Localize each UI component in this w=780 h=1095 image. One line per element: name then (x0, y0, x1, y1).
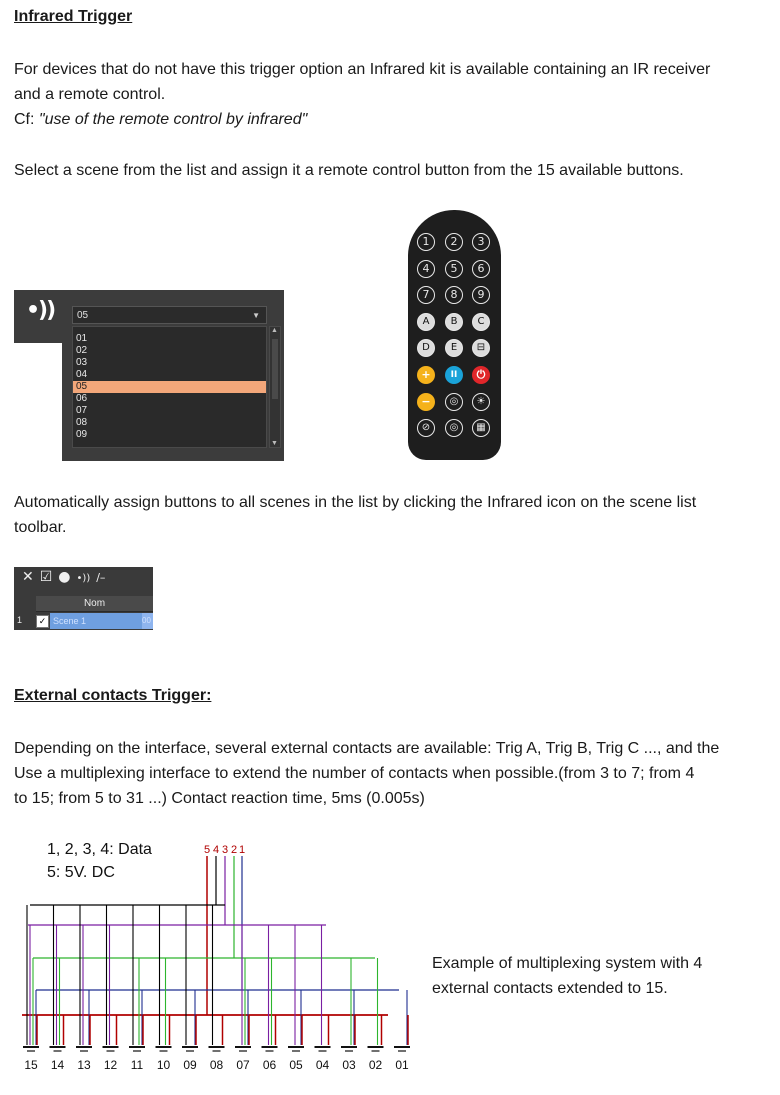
remote-color-off-button[interactable]: ⊘ (417, 419, 435, 437)
remote-button-b[interactable]: B (445, 313, 463, 331)
contact-label: 07 (236, 1058, 250, 1072)
infrared-icon[interactable]: •)) (76, 573, 91, 584)
close-icon[interactable]: ✕ (22, 569, 34, 585)
scene-option[interactable]: 06 (76, 393, 88, 404)
checkbox-icon[interactable]: ☑ (39, 569, 53, 585)
contact-label: 03 (342, 1058, 356, 1072)
contact-label: 02 (368, 1058, 383, 1072)
remote-button-strobe[interactable]: ⊟ (472, 339, 490, 357)
remote-button-c[interactable]: C (472, 313, 490, 331)
diagram-caption-line1: Example of multiplexing system with 4 (432, 955, 703, 972)
remote-brightness-button[interactable]: ☀ (472, 393, 490, 411)
trailing-cell: 00 (142, 613, 153, 629)
scene-option[interactable]: 09 (76, 429, 88, 440)
contact-label: 11 (130, 1058, 144, 1072)
scene-option-list (72, 326, 267, 448)
contact-label: 12 (103, 1058, 118, 1072)
contact-label: 01 (395, 1058, 409, 1072)
remote-film-button[interactable]: ▦ (472, 419, 490, 437)
contact-label: 06 (262, 1058, 277, 1072)
external-para-line2: Use a multiplexing interface to extend the number of contacts when possible.(from 3 to 7; from 4 (14, 765, 695, 782)
external-heading: External contacts Trigger: (14, 687, 212, 704)
contact-label: 09 (183, 1058, 197, 1072)
pin-label: 5 (203, 844, 211, 856)
legend-data: 1, 2, 3, 4: Data (47, 841, 152, 858)
remote-button-d[interactable]: D (417, 339, 435, 357)
contact-label: 14 (50, 1058, 65, 1072)
remote-button-6[interactable]: 6 (472, 260, 490, 278)
scene-select-value: 05 (77, 310, 89, 321)
record-icon[interactable]: ● (58, 569, 71, 585)
remote-button-5[interactable]: 5 (445, 260, 463, 278)
remote-button-4[interactable]: 4 (417, 260, 435, 278)
scene-list-toolbar-screenshot (14, 567, 153, 630)
contact-label: 13 (77, 1058, 91, 1072)
remote-button-a[interactable]: A (417, 313, 435, 331)
external-para-line1: Depending on the interface, several external contacts are available: Trig A, Trig B, Trig C ..., and the (14, 740, 720, 757)
infrared-intro-line2: and a remote control. (14, 86, 166, 103)
remote-plus-button[interactable]: + (417, 366, 435, 384)
contact-label: 05 (289, 1058, 303, 1072)
auto-assign-line1: Automatically assign buttons to all scenes in the list by clicking the Infrared icon on the scene list (14, 494, 697, 511)
table-row[interactable] (14, 613, 153, 629)
scene-option[interactable]: 01 (76, 333, 88, 344)
cf-prefix: Cf: (14, 111, 39, 128)
remote-color-wheel-button[interactable]: ◎ (445, 419, 463, 437)
pin-label: 4 (212, 844, 220, 856)
remote-button-3[interactable]: 3 (472, 233, 490, 251)
scene-option[interactable]: 08 (76, 417, 88, 428)
pin-label: 3 (221, 844, 229, 856)
scene-option[interactable]: 07 (76, 405, 88, 416)
scene-option[interactable]: 05 (73, 381, 266, 393)
infrared-select-instruction: Select a scene from the list and assign it a remote control button from the 15 available buttons. (14, 162, 684, 179)
remote-button-2[interactable]: 2 (445, 233, 463, 251)
remote-power-button[interactable]: ⏻ (472, 366, 490, 384)
pin-label: 2 (230, 844, 238, 856)
remote-button-7[interactable]: 7 (417, 286, 435, 304)
row-number: 1 (17, 615, 23, 625)
auto-assign-line2: toolbar. (14, 519, 67, 536)
remote-minus-button[interactable]: − (417, 393, 435, 411)
scene-select[interactable] (72, 306, 267, 324)
scene-option[interactable]: 04 (76, 369, 88, 380)
diagram-caption-line2: external contacts extended to 15. (432, 980, 668, 997)
multiplexing-diagram (14, 830, 414, 1080)
remote-button-e[interactable]: E (445, 339, 463, 357)
scene-option[interactable]: 02 (76, 345, 88, 356)
chevron-down-icon[interactable]: ▼ (252, 311, 260, 320)
contact-label: 10 (156, 1058, 171, 1072)
contact-label: 08 (209, 1058, 224, 1072)
infrared-cf-line (14, 108, 307, 132)
contact-icon[interactable]: ∕– (96, 571, 106, 584)
infrared-heading: Infrared Trigger (14, 8, 133, 25)
infrared-intro-line1: For devices that do not have this trigger option an Infrared kit is available containing an IR receiver (14, 61, 711, 78)
column-header-nom[interactable]: Nom (36, 596, 153, 612)
legend-power: 5: 5V. DC (47, 864, 115, 881)
remote-button-8[interactable]: 8 (445, 286, 463, 304)
scrollbar-thumb[interactable] (272, 339, 278, 399)
scene-option[interactable]: 03 (76, 357, 88, 368)
scene-name-cell[interactable]: Scene 1 (50, 613, 142, 629)
remote-speed-button[interactable]: ◎ (445, 393, 463, 411)
remote-button-1[interactable]: 1 (417, 233, 435, 251)
scene-dropdown-screenshot (14, 290, 284, 461)
scene-list-scrollbar[interactable] (269, 326, 281, 448)
scroll-up-icon[interactable]: ▲ (271, 327, 278, 334)
infrared-icon[interactable]: •)) (26, 298, 55, 323)
remote-control (408, 210, 501, 460)
contact-label: 15 (24, 1058, 38, 1072)
pin-label: 1 (238, 844, 246, 856)
cf-quote: "use of the remote control by infrared" (38, 111, 308, 128)
external-para-line3: to 15; from 5 to 31 ...) Contact reaction time, 5ms (0.005s) (14, 790, 425, 807)
contact-label: 04 (315, 1058, 330, 1072)
scroll-down-icon[interactable]: ▼ (271, 440, 278, 447)
row-checkbox[interactable]: ✓ (36, 615, 49, 628)
remote-button-9[interactable]: 9 (472, 286, 490, 304)
remote-pause-button[interactable]: II (445, 366, 463, 384)
